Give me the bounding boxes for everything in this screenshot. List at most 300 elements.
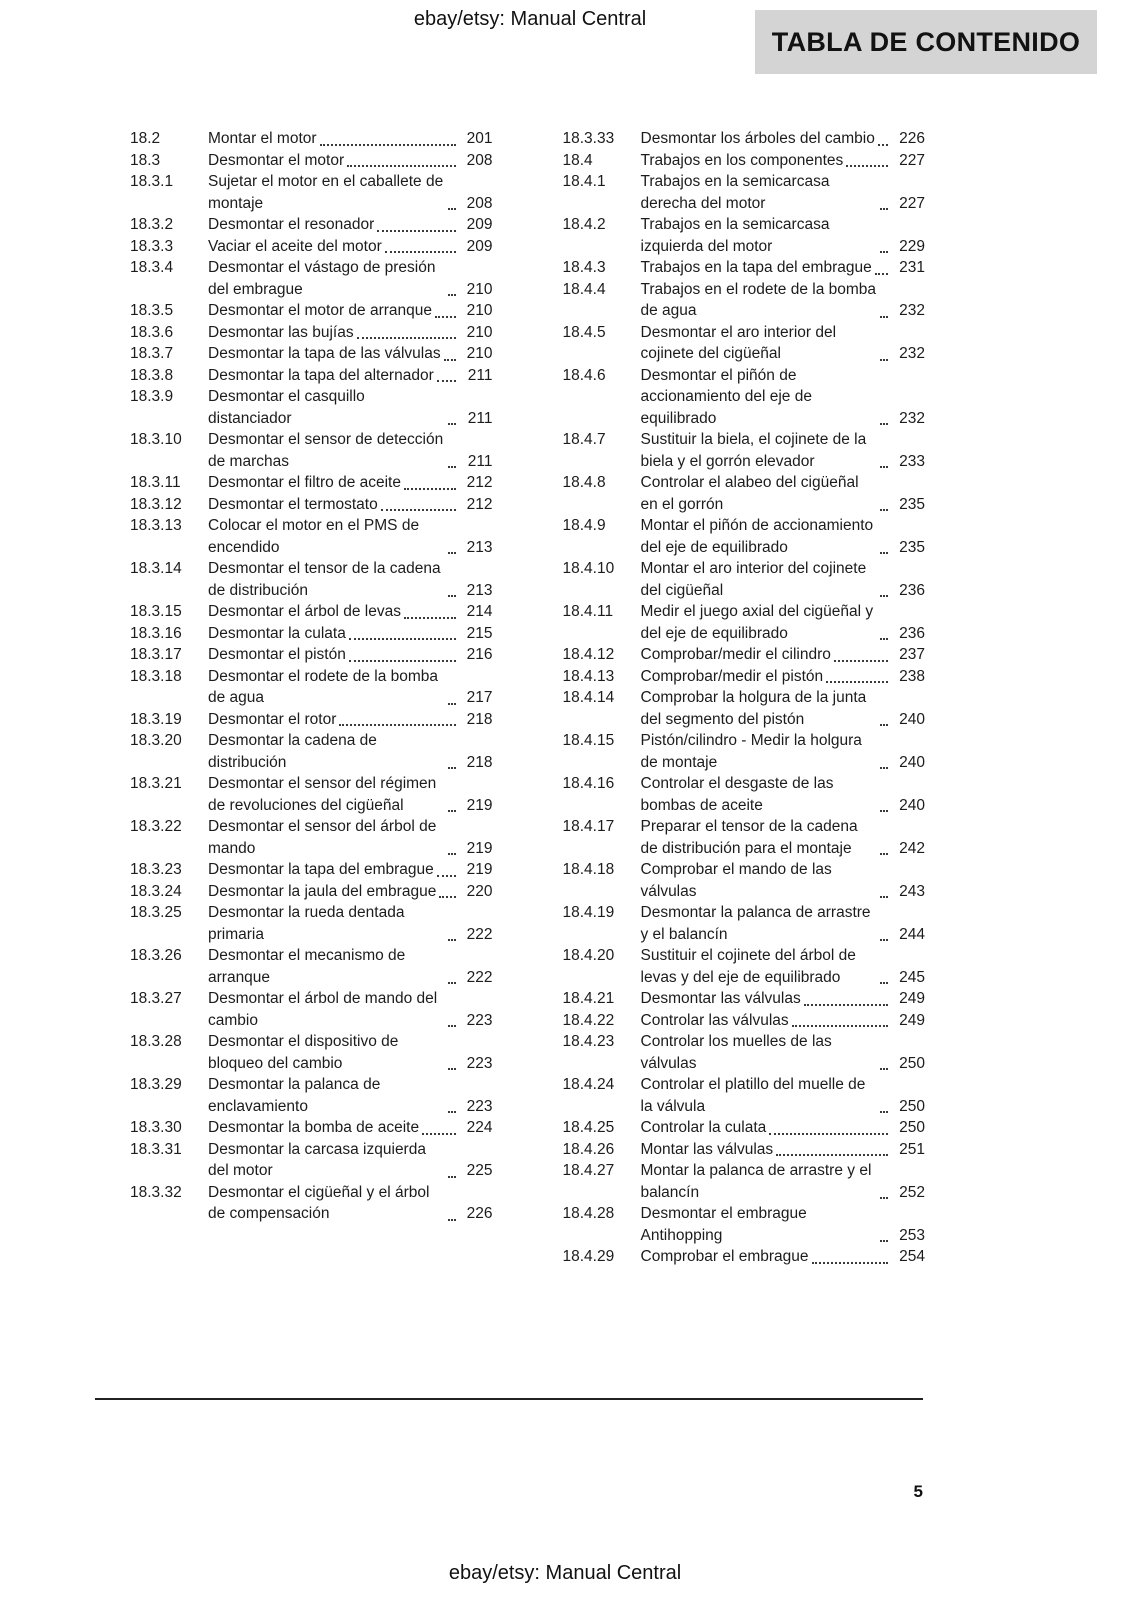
toc-dotted-leader [349, 638, 456, 640]
toc-entry-number: 18.4.12 [562, 646, 615, 663]
toc-entry [130, 988, 493, 1031]
toc-entry-number: 18.4 [562, 151, 593, 169]
toc-entry-title: Desmontar el motor [208, 151, 345, 169]
toc-entry [563, 601, 926, 644]
toc-entry-title: Desmontar la tapa del alternador [208, 366, 434, 384]
toc-entry-page: 220 [466, 882, 493, 900]
toc-entry-page: 226 [466, 1205, 493, 1222]
toc-dotted-leader [448, 466, 456, 468]
toc-entry-number: 18.3.17 [130, 646, 182, 663]
toc-entry [130, 902, 493, 945]
toc-entry-number: 18.4.10 [562, 560, 615, 577]
toc-entry-title: Desmontar la bomba de aceite [208, 1119, 420, 1136]
toc-entry-number: 18.4.1 [562, 173, 606, 190]
toc-dotted-leader [347, 165, 455, 167]
toc-entry [130, 1031, 493, 1074]
toc-entry-title: Montar el piñón de accionamiento del eje de equilibrado [640, 517, 874, 556]
toc-entry-title: Desmontar el rotor [208, 710, 337, 728]
toc-dotted-leader [448, 423, 456, 425]
toc-entry-number: 18.4.13 [562, 667, 615, 685]
toc-entry-title: Desmontar el cigüeñal y el árbol de compensación [208, 1183, 430, 1222]
toc-entry-page: 250 [899, 1097, 925, 1115]
toc-entry-page: 254 [899, 1248, 925, 1265]
header-doc-title: ebay/etsy: Manual Central [413, 8, 647, 30]
toc-entry-number: 18.4.14 [562, 689, 615, 706]
toc-entry-title: Trabajos en la tapa del embrague [640, 259, 872, 276]
toc-entry-number: 18.3.15 [130, 603, 182, 620]
toc-entry [563, 730, 926, 773]
toc-entry-number: 18.3.31 [130, 1140, 182, 1158]
toc-dotted-leader [880, 896, 888, 898]
toc-entry [563, 644, 926, 666]
toc-dotted-leader [448, 595, 456, 597]
toc-entry-page: 209 [466, 237, 493, 255]
toc-entry-page: 210 [466, 345, 493, 362]
toc-entry [563, 1074, 926, 1117]
toc-entry-title: Comprobar la holgura de la junta del segmento del pistón [640, 689, 867, 728]
toc-entry-page: 232 [899, 302, 925, 319]
toc-entry [563, 214, 926, 257]
toc-entry-number: 18.4.27 [562, 1162, 615, 1179]
toc-entry [563, 816, 926, 859]
toc-entry-page: 208 [466, 151, 493, 169]
toc-entry-page: 240 [899, 796, 925, 814]
toc-entry-page: 201 [466, 130, 493, 147]
toc-entry-number: 18.3.5 [130, 302, 174, 319]
toc-entry-number: 18.3.30 [130, 1119, 182, 1136]
toc-entry-title: Desmontar la culata [208, 624, 346, 642]
toc-dotted-leader [880, 1197, 888, 1199]
toc-entry-number: 18.4.2 [562, 216, 606, 233]
toc-entry [130, 730, 493, 773]
toc-entry-page: 218 [466, 710, 493, 728]
toc-entry-number: 18.4.24 [562, 1076, 615, 1093]
toc-entry [130, 365, 493, 387]
toc-entry-number: 18.3.22 [130, 818, 182, 835]
toc-entry-number: 18.3.29 [130, 1076, 182, 1093]
toc-entry-title: Controlar las válvulas [640, 1011, 789, 1029]
toc-dotted-leader [448, 767, 456, 769]
toc-entry-title: Montar el motor [208, 130, 317, 147]
toc-dotted-leader [875, 273, 888, 275]
toc-entry-title: Trabajos en los componentes [640, 151, 844, 169]
toc-entry [130, 171, 493, 214]
toc-entry-number: 18.3.9 [130, 388, 174, 405]
toc-entry [130, 429, 493, 472]
toc-entry-title: Sustituir la biela, el cojinete de la biela y el gorrón elevador [640, 431, 867, 470]
toc-entry-title: Desmontar la carcasa izquierda del motor [208, 1140, 426, 1179]
toc-entry-number: 18.4.5 [562, 323, 606, 341]
toc-entry [563, 171, 926, 214]
toc-entry-page: 210 [466, 323, 493, 341]
toc-entry [563, 515, 926, 558]
toc-dotted-leader [880, 724, 888, 726]
toc-dotted-leader [448, 982, 456, 984]
toc-entry-page: 225 [466, 1162, 493, 1179]
toc-entry-title: Desmontar el rodete de la bomba de agua [208, 667, 439, 706]
toc-dotted-leader [448, 208, 456, 210]
toc-entry-page: 211 [467, 452, 493, 470]
toc-entry [130, 214, 493, 236]
toc-entry-number: 18.4.3 [562, 259, 606, 276]
toc-entry-page: 217 [466, 689, 493, 706]
toc-entry-page: 211 [467, 366, 493, 384]
toc-dotted-leader [812, 1262, 888, 1264]
toc-entry-page: 243 [899, 882, 925, 900]
toc-dotted-leader [880, 552, 888, 554]
toc-entry-title: Controlar el alabeo del cigüeñal en el gorrón [640, 474, 859, 513]
toc-entry-title: Sustituir el cojinete del árbol de levas y del eje de equilibrado [640, 947, 856, 986]
toc-entry-title: Desmontar el aro interior del cojinete del cigüeñal [640, 323, 837, 362]
toc-entry-page: 231 [899, 259, 925, 276]
toc-entry-page: 211 [467, 409, 493, 427]
toc-dotted-leader [422, 1133, 455, 1135]
toc-entry-number: 18.3.8 [130, 366, 174, 384]
toc-entry-page: 213 [466, 581, 493, 599]
toc-entry-page: 218 [466, 753, 493, 771]
toc-entry-page: 223 [466, 1011, 493, 1029]
toc-dotted-leader [880, 423, 888, 425]
toc-entry-title: Trabajos en el rodete de la bomba de agua [640, 280, 877, 319]
toc-dotted-leader [349, 660, 456, 662]
toc-entry [563, 1117, 926, 1139]
toc-entry [130, 666, 493, 709]
toc-entry-number: 18.4.20 [562, 947, 615, 964]
toc-entry [563, 1160, 926, 1203]
toc-entry-page: 237 [899, 646, 925, 663]
toc-entry-page: 222 [466, 925, 493, 943]
toc-entry-number: 18.4.17 [562, 818, 615, 835]
toc-entry-page: 252 [899, 1183, 925, 1201]
toc-entry-page: 224 [466, 1119, 493, 1136]
toc-entry-title: Desmontar el sensor de detección de marchas [208, 431, 444, 470]
toc-entry-page: 215 [466, 624, 493, 642]
toc-entry-page: 249 [899, 1011, 925, 1029]
toc-entry-number: 18.4.18 [562, 861, 615, 878]
toc-entry-title: Montar la palanca de arrastre y el balancín [640, 1162, 872, 1201]
toc-entry-title: Montar las válvulas [640, 1140, 774, 1158]
toc-entry-title: Desmontar el sensor del árbol de mando [208, 818, 437, 857]
toc-entry [563, 1031, 926, 1074]
toc-banner: TABLA DE CONTENIDO [755, 10, 1097, 74]
toc-entry-title: Desmontar el resonador [208, 216, 375, 233]
toc-dotted-leader [880, 853, 888, 855]
toc-entry-title: Comprobar el mando de las válvulas [640, 861, 832, 900]
toc-entry-number: 18.4.29 [562, 1248, 615, 1265]
toc-entry [563, 666, 926, 688]
toc-entry-page: 235 [899, 495, 925, 513]
toc-entry-title: Trabajos en la semicarcasa izquierda del motor [640, 216, 830, 255]
toc-entry-title: Controlar la culata [640, 1119, 767, 1136]
toc-entry-page: 210 [466, 302, 493, 319]
toc-entry [563, 322, 926, 365]
toc-entry-page: 238 [899, 667, 925, 685]
toc-dotted-leader [880, 1240, 888, 1242]
toc-entry-title: Medir el juego axial del cigüeñal y del eje de equilibrado [640, 603, 874, 642]
toc-dotted-leader [339, 724, 455, 726]
toc-entry-number: 18.3.1 [130, 173, 174, 190]
toc-dotted-leader [404, 617, 456, 619]
toc-entry-number: 18.3.14 [130, 560, 182, 577]
toc-entry-number: 18.4.4 [562, 280, 606, 298]
toc-entry-title: Desmontar el termostato [208, 495, 378, 513]
toc-entry-title: Desmontar el mecanismo de arranque [208, 947, 406, 986]
toc-entry-title: Desmontar las bujías [208, 323, 354, 341]
toc-entry [563, 472, 926, 515]
toc-entry-number: 18.3.33 [562, 130, 615, 147]
toc-entry-number: 18.4.9 [562, 517, 606, 534]
table-of-contents [130, 128, 925, 1268]
toc-entry [563, 558, 926, 601]
toc-entry-title: Desmontar el motor de arranque [208, 302, 433, 319]
toc-entry [130, 1139, 493, 1182]
toc-dotted-leader [846, 165, 888, 167]
toc-entry [130, 601, 493, 623]
toc-dotted-leader [792, 1025, 888, 1027]
toc-entry-number: 18.2 [130, 130, 161, 147]
toc-entry-number: 18.4.6 [562, 366, 606, 384]
toc-entry-number: 18.4.11 [562, 603, 614, 620]
toc-entry [130, 1117, 493, 1139]
toc-dotted-leader [448, 810, 456, 812]
toc-entry [563, 429, 926, 472]
toc-entry [563, 128, 926, 150]
toc-dotted-leader [769, 1133, 888, 1135]
toc-dotted-leader [448, 703, 456, 705]
toc-entry [563, 279, 926, 322]
toc-entry-number: 18.4.23 [562, 1033, 615, 1050]
toc-entry-page: 232 [899, 409, 925, 427]
toc-entry-number: 18.3.6 [130, 323, 174, 341]
toc-entry-number: 18.3.26 [130, 947, 182, 964]
toc-entry-number: 18.4.21 [562, 990, 615, 1007]
toc-entry [563, 902, 926, 945]
toc-dotted-leader [404, 488, 456, 490]
toc-dotted-leader [880, 638, 888, 640]
toc-entry [563, 773, 926, 816]
toc-entry-number: 18.3.21 [130, 775, 182, 792]
toc-entry-title: Desmontar la cadena de distribución [208, 732, 377, 771]
toc-entry-number: 18.3.16 [130, 624, 182, 642]
toc-entry-number: 18.3.4 [130, 259, 174, 276]
footer-divider-line [95, 1398, 923, 1400]
toc-dotted-leader [880, 251, 888, 253]
toc-entry [130, 343, 493, 365]
toc-entry [130, 300, 493, 322]
toc-entry-title: Desmontar las válvulas [640, 990, 801, 1007]
toc-dotted-leader [880, 595, 888, 597]
toc-dotted-leader [880, 1068, 888, 1070]
toc-entry-number: 18.3.2 [130, 216, 174, 233]
toc-dotted-leader [448, 939, 456, 941]
toc-entry-title: Pistón/cilindro - Medir la holgura de montaje [640, 732, 862, 771]
toc-entry-page: 219 [466, 796, 493, 814]
toc-entry-page: 240 [899, 753, 925, 771]
toc-entry-page: 244 [899, 925, 925, 943]
toc-entry [563, 988, 926, 1010]
toc-entry-number: 18.4.8 [562, 474, 606, 491]
toc-entry-number: 18.3.13 [130, 517, 182, 534]
toc-entry-title: Desmontar la tapa de las válvulas [208, 345, 441, 362]
toc-entry-number: 18.4.19 [562, 904, 615, 921]
toc-entry-page: 249 [899, 990, 925, 1007]
toc-entry-title: Desmontar el casquillo distanciador [208, 388, 365, 427]
toc-entry-title: Desmontar el tensor de la cadena de distribución [208, 560, 441, 599]
toc-entry-page: 233 [899, 452, 925, 470]
toc-dotted-leader [826, 681, 888, 683]
toc-entry-title: Desmontar los árboles del cambio [640, 130, 875, 147]
toc-entry-title: Desmontar el piñón de accionamiento del eje de equilibrado [640, 366, 812, 427]
toc-entry-title: Vaciar el aceite del motor [208, 237, 382, 255]
toc-entry [130, 494, 493, 516]
toc-entry-page: 235 [899, 538, 925, 556]
toc-entry-title: Desmontar el árbol de mando del cambio [208, 990, 438, 1029]
toc-entry-title: Montar el aro interior del cojinete del cigüeñal [640, 560, 867, 599]
toc-dotted-leader [448, 1068, 456, 1070]
toc-dotted-leader [880, 982, 888, 984]
toc-dotted-leader [448, 853, 456, 855]
toc-entry-title: Desmontar el árbol de levas [208, 603, 401, 620]
toc-dotted-leader [439, 896, 455, 898]
toc-dotted-leader [880, 939, 888, 941]
toc-entry-number: 18.4.7 [562, 431, 606, 448]
toc-dotted-leader [880, 1111, 888, 1113]
toc-dotted-leader [880, 767, 888, 769]
toc-entry-number: 18.4.15 [562, 732, 615, 749]
toc-dotted-leader [880, 359, 888, 361]
toc-entry [130, 859, 493, 881]
toc-entry [563, 257, 926, 279]
toc-entry-number: 18.3.27 [130, 990, 182, 1007]
toc-entry-title: Controlar el desgaste de las bombas de aceite [640, 775, 834, 814]
toc-entry-number: 18.3.10 [130, 431, 182, 448]
toc-entry-page: 245 [899, 968, 925, 986]
toc-entry [130, 1182, 493, 1225]
toc-entry [130, 386, 493, 429]
toc-entry-number: 18.3.24 [130, 882, 182, 900]
toc-entry-number: 18.3 [130, 151, 161, 169]
toc-entry-title: Desmontar el sensor del régimen de revoluciones del cigüeñal [208, 775, 437, 814]
toc-entry-page: 222 [466, 968, 493, 986]
toc-dotted-leader [880, 810, 888, 812]
toc-dotted-leader [377, 230, 455, 232]
toc-entry-page: 223 [466, 1097, 493, 1115]
toc-dotted-leader [878, 144, 888, 146]
toc-entry-page: 250 [899, 1119, 925, 1136]
toc-dotted-leader [385, 251, 456, 253]
toc-entry [130, 257, 493, 300]
toc-dotted-leader [448, 1219, 456, 1221]
toc-entry [563, 1246, 926, 1268]
toc-entry-page: 213 [466, 538, 493, 556]
toc-entry-title: Desmontar la tapa del embrague [208, 861, 434, 878]
toc-entry [130, 150, 493, 172]
toc-dotted-leader [880, 509, 888, 511]
toc-entry-title: Controlar los muelles de las válvulas [640, 1033, 832, 1072]
toc-entry-title: Trabajos en la semicarcasa derecha del motor [640, 173, 830, 212]
toc-dotted-leader [437, 380, 456, 382]
toc-entry-page: 229 [899, 237, 925, 255]
toc-entry-page: 232 [899, 345, 925, 362]
toc-entry-title: Colocar el motor en el PMS de encendido [208, 517, 420, 556]
toc-entry-title: Comprobar el embrague [640, 1248, 809, 1265]
toc-entry-title: Desmontar la palanca de arrastre y el balancín [640, 904, 871, 943]
toc-entry-title: Desmontar la palanca de enclavamiento [208, 1076, 381, 1115]
toc-dotted-leader [437, 875, 456, 877]
toc-entry-page: 250 [899, 1054, 925, 1072]
toc-entry-number: 18.3.7 [130, 345, 174, 362]
toc-entry-number: 18.3.11 [130, 474, 181, 491]
toc-entry [130, 1074, 493, 1117]
toc-entry-title: Comprobar/medir el pistón [640, 667, 824, 685]
toc-dotted-leader [435, 316, 455, 318]
toc-entry [563, 1203, 926, 1246]
toc-entry-title: Sujetar el motor en el caballete de montaje [208, 173, 444, 212]
toc-left-column [130, 128, 493, 1268]
page-number: 5 [913, 1482, 923, 1501]
toc-dotted-leader [357, 337, 456, 339]
toc-entry [563, 365, 926, 430]
toc-entry-number: 18.3.20 [130, 732, 182, 749]
toc-entry-title: Desmontar el dispositivo de bloqueo del cambio [208, 1033, 399, 1072]
toc-entry-title: Controlar el platillo del muelle de la válvula [640, 1076, 866, 1115]
toc-entry [563, 1139, 926, 1161]
toc-entry [563, 150, 926, 172]
toc-entry [130, 472, 493, 494]
toc-entry-page: 210 [466, 280, 493, 298]
toc-entry [130, 773, 493, 816]
toc-entry-page: 212 [466, 474, 493, 491]
toc-entry-page: 214 [466, 603, 493, 620]
toc-entry-title: Desmontar el vástago de presión del embrague [208, 259, 436, 298]
toc-entry-page: 236 [899, 581, 925, 599]
toc-entry-page: 240 [899, 710, 925, 728]
toc-dotted-leader [448, 294, 456, 296]
toc-entry [130, 128, 493, 150]
toc-entry-title: Preparar el tensor de la cadena de distribución para el montaje [640, 818, 858, 857]
toc-entry-number: 18.4.22 [562, 1011, 615, 1029]
toc-dotted-leader [880, 316, 888, 318]
toc-dotted-leader [776, 1154, 888, 1156]
toc-entry-page: 216 [466, 646, 493, 663]
footer-doc-title: ebay/etsy: Manual Central [448, 1562, 682, 1584]
toc-entry-page: 212 [466, 495, 493, 513]
toc-entry [130, 881, 493, 903]
toc-entry [130, 816, 493, 859]
toc-entry-number: 18.3.12 [130, 495, 182, 513]
toc-entry-page: 209 [466, 216, 493, 233]
toc-entry-number: 18.4.16 [562, 775, 615, 792]
toc-entry-number: 18.3.28 [130, 1033, 182, 1050]
toc-entry-page: 208 [466, 194, 493, 212]
toc-entry-page: 223 [466, 1054, 493, 1072]
toc-entry-page: 219 [466, 839, 493, 857]
toc-dotted-leader [381, 509, 456, 511]
toc-dotted-leader [448, 1025, 456, 1027]
toc-entry-page: 219 [466, 861, 493, 878]
toc-entry-number: 18.3.18 [130, 667, 182, 685]
toc-dotted-leader [448, 552, 456, 554]
toc-entry-number: 18.3.32 [130, 1183, 182, 1201]
toc-entry-title: Desmontar el filtro de aceite [208, 474, 401, 491]
toc-entry [563, 945, 926, 988]
toc-entry-page: 227 [899, 194, 925, 212]
toc-entry-number: 18.3.19 [130, 710, 182, 728]
toc-entry-number: 18.3.25 [130, 904, 182, 921]
toc-entry [130, 322, 493, 344]
toc-entry-title: Desmontar el embrague Antihopping [640, 1205, 807, 1244]
toc-dotted-leader [804, 1004, 888, 1006]
